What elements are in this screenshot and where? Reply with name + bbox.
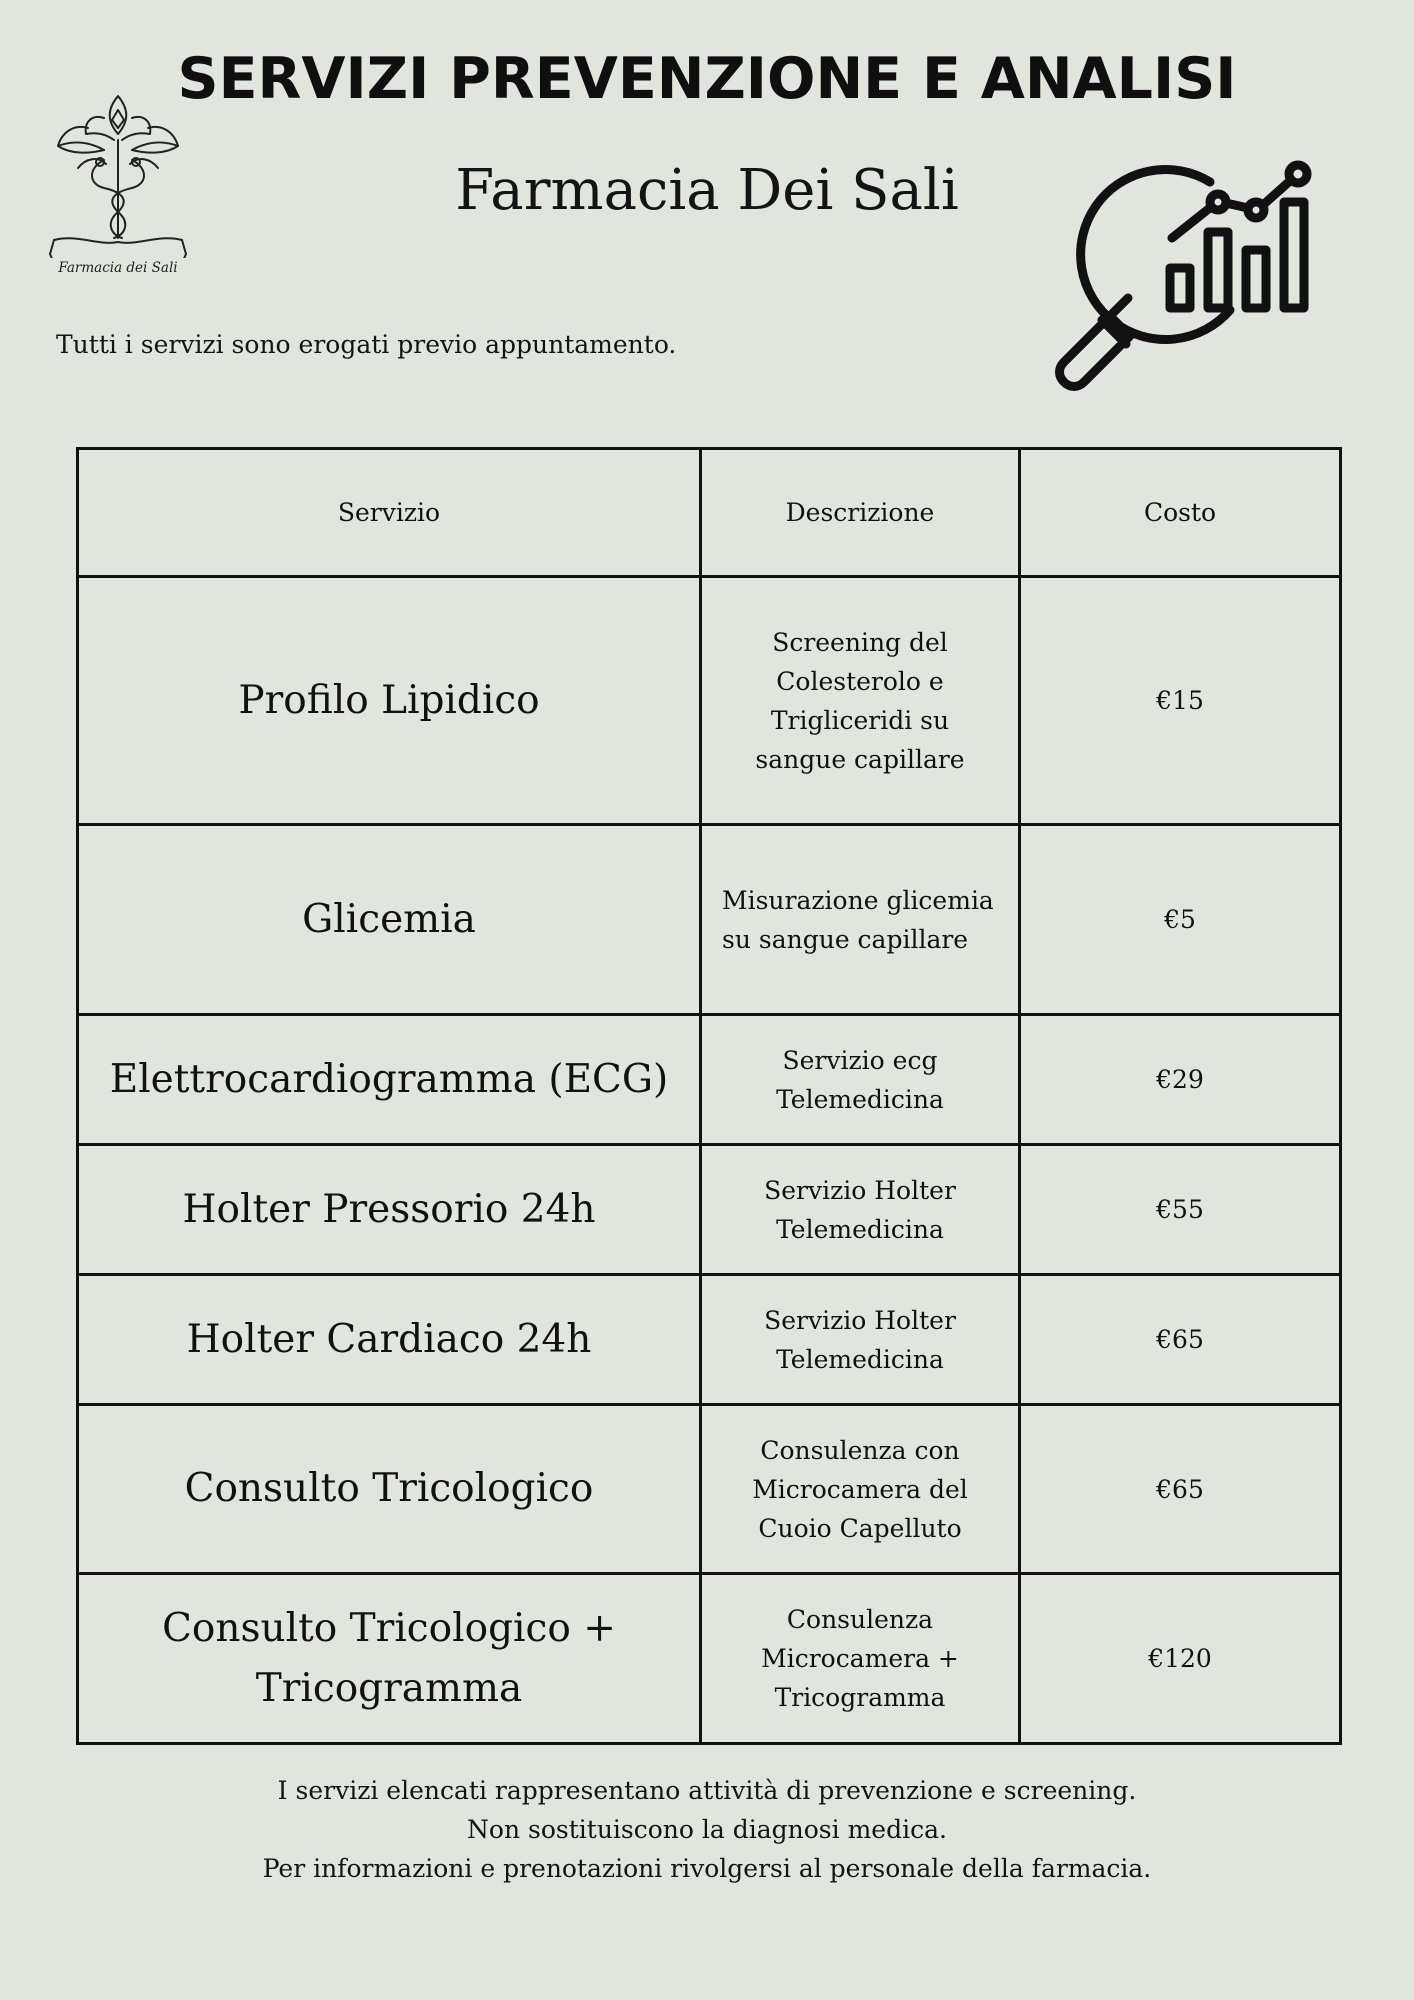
footer-disclaimer <box>0 1771 1414 1888</box>
service-name: Holter Pressorio 24h <box>78 1145 701 1275</box>
appointment-notice: Tutti i servizi sono erogati previo appuntamento. <box>56 330 677 359</box>
column-header-service: Servizio <box>78 449 701 577</box>
service-name: Elettrocardiogramma (ECG) <box>78 1015 701 1145</box>
logo-caption: Farmacia dei Sali <box>58 260 178 276</box>
footer-line: Non sostituiscono la diagnosi medica. <box>467 1815 947 1844</box>
service-description: Consulenza Microcamera + Tricogramma <box>701 1574 1020 1744</box>
service-cost: €15 <box>1020 577 1341 825</box>
service-cost: €65 <box>1020 1405 1341 1574</box>
service-cost: €29 <box>1020 1015 1341 1145</box>
service-description: Consulenza con Microcamera del Cuoio Capelluto <box>701 1405 1020 1574</box>
column-header-description: Descrizione <box>701 449 1020 577</box>
pharmacy-name: Farmacia Dei Sali <box>455 158 959 223</box>
table-row <box>78 825 1341 1015</box>
services-table <box>76 447 1342 1745</box>
pharmacy-logo <box>48 88 188 293</box>
service-name: Glicemia <box>78 825 701 1015</box>
service-description: Servizio Holter Telemedicina <box>701 1145 1020 1275</box>
page-title: SERVIZI PREVENZIONE E ANALISI <box>177 46 1237 112</box>
service-cost: €55 <box>1020 1145 1341 1275</box>
service-cost: €5 <box>1020 825 1341 1015</box>
table-row <box>78 577 1341 825</box>
table-row <box>78 1574 1341 1744</box>
service-description: Servizio Holter Telemedicina <box>701 1275 1020 1405</box>
table-row <box>78 1405 1341 1574</box>
service-name: Consulto Tricologico <box>78 1405 701 1574</box>
footer-line: I servizi elencati rappresentano attività di prevenzione e screening. <box>277 1776 1137 1805</box>
service-description: Misurazione glicemia su sangue capillare <box>701 825 1020 1015</box>
table-row <box>78 1275 1341 1405</box>
table-header-row <box>78 449 1341 577</box>
service-cost: €120 <box>1020 1574 1341 1744</box>
service-description: Servizio ecg Telemedicina <box>701 1015 1020 1145</box>
service-description: Screening del Colesterolo e Trigliceridi su sangue capillare <box>701 577 1020 825</box>
magnifier-bar-chart-icon <box>1040 150 1320 410</box>
service-name: Holter Cardiaco 24h <box>78 1275 701 1405</box>
column-header-cost: Costo <box>1020 449 1341 577</box>
service-cost: €65 <box>1020 1275 1341 1405</box>
table-row <box>78 1145 1341 1275</box>
ornamental-caduceus-logo-icon <box>48 88 188 258</box>
table-row <box>78 1015 1341 1145</box>
footer-line: Per informazioni e prenotazioni rivolgersi al personale della farmacia. <box>262 1854 1152 1883</box>
service-name: Consulto Tricologico + Tricogramma <box>78 1574 701 1744</box>
service-name: Profilo Lipidico <box>78 577 701 825</box>
